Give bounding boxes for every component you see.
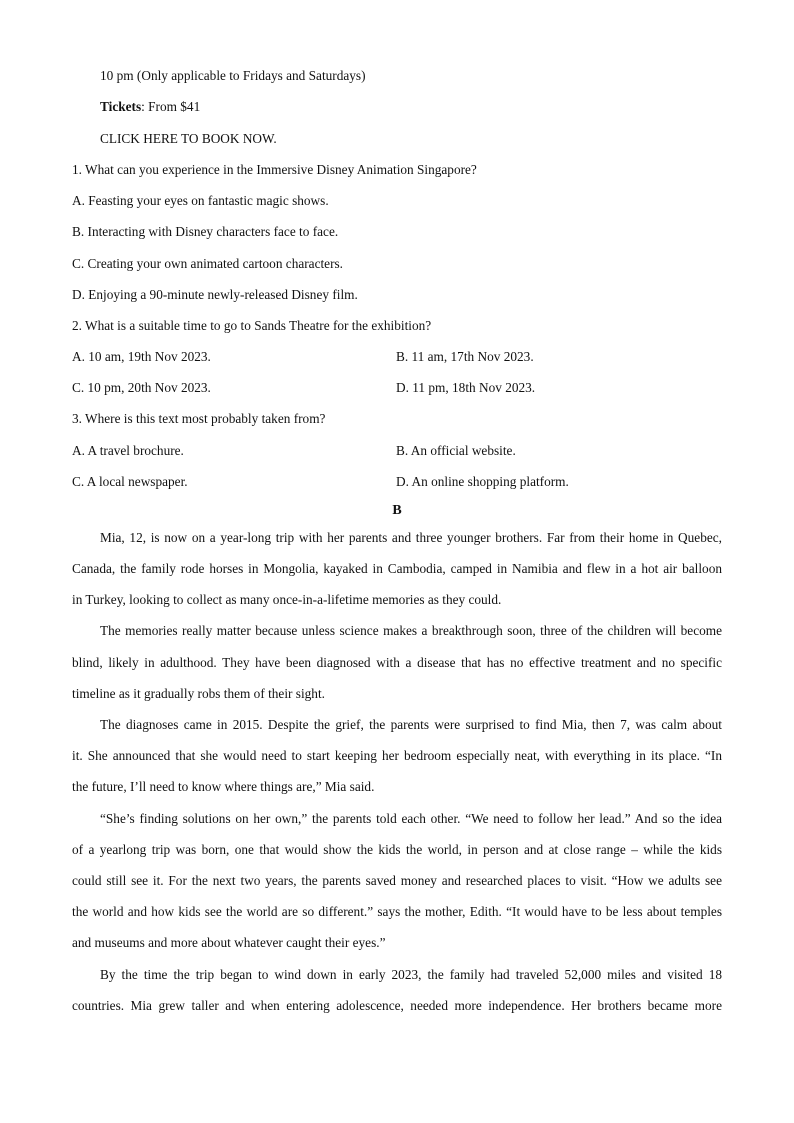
book-now-cta: CLICK HERE TO BOOK NOW. bbox=[100, 131, 277, 146]
hours-note: 10 pm (Only applicable to Fridays and Saturdays) bbox=[100, 68, 366, 83]
question-2-stem: 2. What is a suitable time to go to Sands Theatre for the exhibition? bbox=[72, 318, 432, 333]
passage-line: timeline as it gradually robs them of their sight. bbox=[72, 686, 325, 701]
passage-line: The diagnoses came in 2015. Despite the grief, the parents were surprised to find Mia, then 7, was calm about bbox=[100, 717, 722, 732]
passage-line: it. She announced that she would need to start keeping her bedroom especially neat, with everything in its place. “In bbox=[72, 748, 722, 763]
question-3-option-a: A. A travel brochure. bbox=[72, 443, 184, 458]
passage-line: of a yearlong trip was born, one that would show the kids the world, in person and at close range – while the kids bbox=[72, 842, 722, 857]
section-b-heading: B bbox=[392, 503, 402, 518]
passage-line: blind, likely in adulthood. They have been diagnosed with a disease that has no effective treatment and no specific bbox=[72, 655, 722, 670]
passage-line: the future, I’ll need to know where things are,” Mia said. bbox=[72, 779, 375, 794]
question-3-stem: 3. Where is this text most probably taken from? bbox=[72, 411, 326, 426]
question-1-option-a: A. Feasting your eyes on fantastic magic shows. bbox=[72, 193, 329, 208]
passage-line: the world and how kids see the world are so different.” says the mother, Edith. “It would have to be less about temples bbox=[72, 904, 722, 919]
question-2-option-b: B. 11 am, 17th Nov 2023. bbox=[396, 349, 534, 364]
question-1-option-b: B. Interacting with Disney characters face to face. bbox=[72, 224, 339, 239]
question-2-option-c: C. 10 pm, 20th Nov 2023. bbox=[72, 380, 211, 395]
question-3-option-d: D. An online shopping platform. bbox=[396, 474, 569, 489]
passage-line: Canada, the family rode horses in Mongolia, kayaked in Cambodia, camped in Namibia and flew in a hot air balloon bbox=[72, 561, 722, 576]
passage-line: By the time the trip began to wind down in early 2023, the family had traveled 52,000 miles and visited 18 bbox=[100, 967, 722, 982]
tickets-line bbox=[100, 99, 200, 115]
question-2-option-d: D. 11 pm, 18th Nov 2023. bbox=[396, 380, 536, 395]
question-2-option-a: A. 10 am, 19th Nov 2023. bbox=[72, 349, 211, 364]
tickets-label: Tickets bbox=[100, 99, 142, 114]
passage-line: “She’s finding solutions on her own,” the parents told each other. “We need to follow her lead.” And so the idea bbox=[100, 811, 722, 826]
passage-line: Mia, 12, is now on a year-long trip with her parents and three younger brothers. Far from their home in Quebec, bbox=[100, 530, 722, 545]
tickets-value: : From $41 bbox=[141, 99, 201, 114]
passage-line: in Turkey, looking to collect as many once-in-a-lifetime memories as they could. bbox=[72, 592, 502, 607]
passage-line: and museums and more about whatever caught their eyes.” bbox=[72, 935, 386, 950]
passage-line: could still see it. For the next two years, the parents saved money and researched places to visit. “How we adults see bbox=[72, 873, 722, 888]
question-3-option-c: C. A local newspaper. bbox=[72, 474, 188, 489]
question-1-option-d: D. Enjoying a 90-minute newly-released Disney film. bbox=[72, 287, 358, 302]
question-1-stem: 1. What can you experience in the Immersive Disney Animation Singapore? bbox=[72, 162, 477, 177]
passage-line: The memories really matter because unless science makes a breakthrough soon, three of the children will become bbox=[100, 623, 722, 638]
question-1-option-c: C. Creating your own animated cartoon characters. bbox=[72, 256, 344, 271]
passage-line: countries. Mia grew taller and when entering adolescence, needed more independence. Her brothers became more bbox=[72, 998, 722, 1013]
question-3-option-b: B. An official website. bbox=[396, 443, 516, 458]
